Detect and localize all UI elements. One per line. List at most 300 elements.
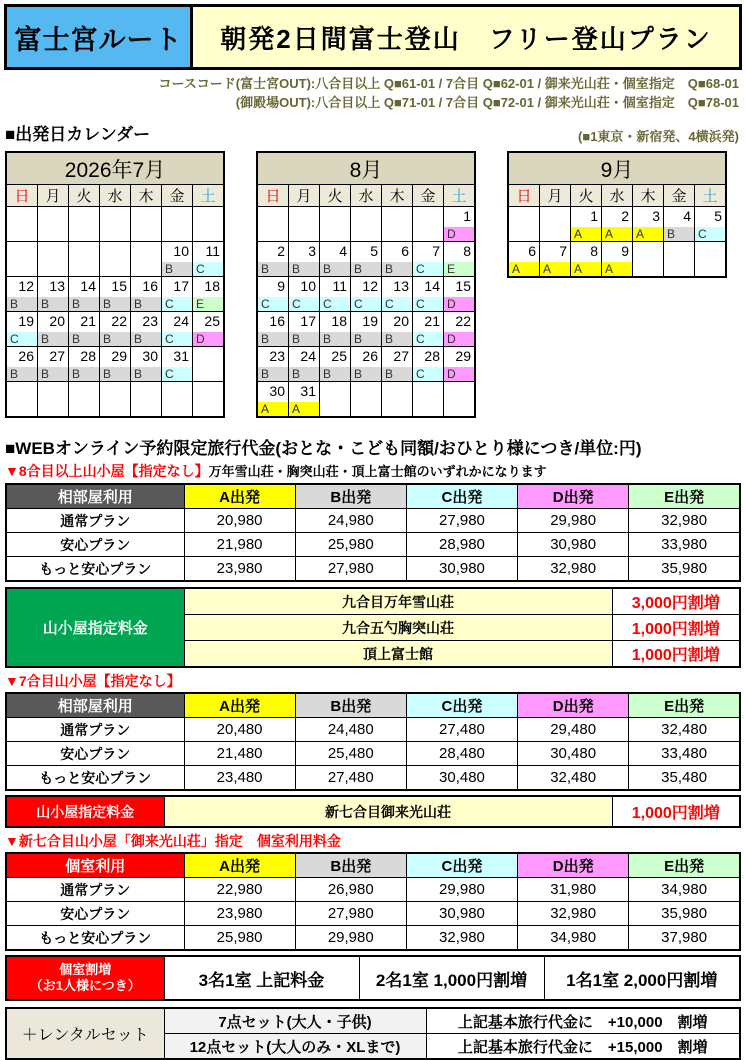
day-number [695,242,725,262]
calendar-day-cell [382,347,413,382]
rental-set-name: 7点セット(大人・子供) [164,1008,426,1034]
departure-code: B [100,332,130,346]
departure-code [69,402,99,416]
departure-column-header: E出発 [629,693,740,718]
departure-code [382,402,412,416]
day-number: 27 [49,348,65,364]
day-number: 31 [300,383,316,399]
price-value: 24,980 [295,509,406,533]
day-number [100,207,130,227]
departure-code: B [7,297,37,311]
departure-code: A [602,227,632,241]
departure-code [258,227,288,241]
departure-code [320,227,350,241]
calendar-day-cell [289,312,320,347]
day-number [131,242,161,262]
calendar-day-cell [38,382,69,418]
plan-label: もっと安心プラン [6,766,184,791]
weekday-label: 火 [571,185,602,207]
price-table-hut7 [5,692,741,791]
price-value: 27,480 [406,718,517,742]
calendar-day-cell [69,277,100,312]
plan-label: 通常プラン [6,718,184,742]
day-number: 23 [142,313,158,329]
hut-surcharge-table-8 [5,587,741,668]
room-surcharge-label-line1: 個室割増 [59,962,112,977]
calendar-day-cell [162,382,193,418]
day-number: 6 [401,243,409,259]
weekday-label: 日 [6,185,38,207]
price-value: 32,980 [518,902,629,926]
departure-code: A [571,227,601,241]
weekday-label: 木 [131,185,162,207]
day-number [351,207,381,227]
departure-code: D [193,332,223,346]
departure-code [7,227,37,241]
day-number: 3 [308,243,316,259]
departure-code: B [320,367,350,381]
price-section-heading: ■WEBオンライン予約限定旅行代金(おとな・こども同額/おひとり様につき/単位:円) [5,439,642,458]
subheading-private-room-red: ▼新七合目山小屋「御来光山荘」指定 個室利用料金 [5,833,341,849]
day-number [131,207,161,227]
day-number: 8 [590,243,598,259]
departure-code: B [258,367,288,381]
day-number: 28 [424,348,440,364]
departure-code: A [540,262,570,276]
calendar-day-cell [664,242,695,278]
departure-code [633,262,663,276]
day-number [7,382,37,402]
day-number: 21 [80,313,96,329]
calendar-day-cell [6,207,38,242]
day-number [100,382,130,402]
calendar-day-cell [6,277,38,312]
calendar-day-cell [382,312,413,347]
day-number: 17 [300,313,316,329]
departure-code: B [258,332,288,346]
departure-column-header: E出発 [629,853,740,878]
calendar-day-cell [193,382,225,418]
departure-code: C [382,297,412,311]
calendar-day-cell [69,382,100,418]
day-number: 18 [204,278,220,294]
course-code-line-2: (御殿場OUT):八合目以上 Q■71-01 / 7合目 Q■72-01 / 御来光山荘・個室指定 Q■78-01 [235,95,739,110]
calendar-day-cell [38,207,69,242]
price-value: 23,980 [184,902,295,926]
calendar-day-cell [351,207,382,242]
departure-code: A [633,227,663,241]
departure-code [351,402,381,416]
hut-name: 新七合目御来光山荘 [164,796,612,827]
weekday-label: 土 [193,185,225,207]
departure-code [7,262,37,276]
departure-code: B [38,332,68,346]
price-value: 31,980 [518,878,629,902]
calendar-day-cell [131,347,162,382]
calendar-day-cell [382,277,413,312]
day-number: 4 [339,243,347,259]
calendar-day-cell [6,312,38,347]
calendar-day-cell [100,312,131,347]
departure-column-header: A出発 [184,484,295,509]
day-number: 30 [269,383,285,399]
calendar-day-cell [162,347,193,382]
price-value: 28,480 [406,742,517,766]
calendar-day-cell [664,207,695,242]
price-value: 30,980 [406,902,517,926]
calendar-day-cell [131,242,162,277]
departure-code [7,402,37,416]
calendar-day-cell [257,207,289,242]
plan-label: 安心プラン [6,742,184,766]
calendar-month-3 [507,151,727,278]
calendar-day-cell [69,242,100,277]
departure-code: B [162,262,192,276]
calendar-day-cell [100,242,131,277]
surcharge-fee: 1,000円割増 [612,615,740,641]
day-number: 8 [463,243,471,259]
calendar-day-cell [508,207,540,242]
room-surcharge-option: 3名1室 上記料金 [164,956,359,1000]
departure-code: C [320,297,350,311]
departure-code: B [7,367,37,381]
departure-code: C [193,262,223,276]
departure-code: C [351,297,381,311]
day-number: 11 [205,243,220,259]
weekday-label: 金 [162,185,193,207]
calendar-day-cell [320,242,351,277]
price-value: 25,980 [184,926,295,951]
surcharge-fee: 1,000円割増 [612,641,740,668]
calendar-day-cell [289,242,320,277]
departure-code: B [38,297,68,311]
calendar-day-cell [382,242,413,277]
day-number [413,382,443,402]
calendar-day-cell [351,382,382,418]
departure-calendars [5,151,745,418]
day-number [162,207,192,227]
calendar-day-cell [444,382,476,418]
day-number: 7 [432,243,440,259]
day-number: 28 [80,348,96,364]
calendar-day-cell [289,382,320,418]
day-number: 29 [111,348,127,364]
subheading-hut8-red: ▼8合目以上山小屋【指定なし】 [5,463,209,479]
calendar-day-cell [413,242,444,277]
calendar-day-cell [602,207,633,242]
day-number: 12 [18,278,34,294]
day-number: 5 [714,208,722,224]
departure-code [69,227,99,241]
price-value: 33,980 [629,533,740,557]
day-number: 20 [393,313,409,329]
departure-code: D [444,227,474,241]
day-number: 23 [269,348,285,364]
day-number [382,207,412,227]
calendar-day-cell [257,277,289,312]
departure-code: B [351,332,381,346]
calendar-day-cell [413,312,444,347]
calendar-day-cell [320,207,351,242]
departure-code: E [444,262,474,276]
price-value: 32,980 [518,557,629,582]
day-number: 10 [173,243,189,259]
departure-code: A [602,262,632,276]
day-number [382,382,412,402]
day-number [664,242,694,262]
price-value: 32,980 [629,509,740,533]
departure-code [38,262,68,276]
calendar-day-cell [100,382,131,418]
plan-title: 朝発2日間富士登山 フリー登山プラン [193,7,739,67]
weekday-label: 月 [289,185,320,207]
price-value: 26,980 [295,878,406,902]
hut-name: 九合五勺胸突山荘 [184,615,612,641]
departure-code [540,227,570,241]
day-number: 26 [362,348,378,364]
calendar-day-cell [540,242,571,278]
calendar-day-cell [351,312,382,347]
departure-column-header: C出発 [406,693,517,718]
plan-label: 安心プラン [6,902,184,926]
departure-code: C [7,332,37,346]
day-number: 14 [424,278,440,294]
calendar-day-cell [351,347,382,382]
weekday-label: 月 [38,185,69,207]
calendar-day-cell [540,207,571,242]
day-number [351,382,381,402]
day-number [193,347,223,367]
departure-code: B [100,297,130,311]
departure-code: A [289,402,319,416]
calendar-day-cell [6,382,38,418]
calendar-day-cell [444,242,476,277]
day-number [193,382,223,402]
departure-code: B [664,227,694,241]
room-surcharge-option: 1名1室 2,000円割増 [544,956,740,1000]
departure-column-header: D出発 [518,693,629,718]
day-number: 21 [424,313,440,329]
plan-label: もっと安心プラン [6,557,184,582]
departure-code: C [162,297,192,311]
day-number: 18 [331,313,347,329]
calendar-day-cell [257,347,289,382]
price-table-private-room [5,852,741,951]
departure-code: D [444,367,474,381]
calendar-day-cell [162,312,193,347]
departure-code [193,367,223,381]
departure-code: B [382,332,412,346]
day-number: 27 [393,348,409,364]
price-value: 23,480 [184,766,295,791]
subheading-hut8 [5,463,745,480]
calendar-day-cell [131,207,162,242]
price-value: 29,980 [295,926,406,951]
calendar-day-cell [320,382,351,418]
calendar-day-cell [571,207,602,242]
day-number [7,207,37,227]
hut-surcharge-table-7 [5,795,741,828]
weekday-label: 金 [413,185,444,207]
day-number: 26 [18,348,34,364]
price-value: 29,980 [518,509,629,533]
price-value: 29,980 [406,878,517,902]
departure-column-header: A出発 [184,693,295,718]
day-number: 4 [683,208,691,224]
calendar-day-cell [382,382,413,418]
calendar-day-cell [633,242,664,278]
departure-code: B [351,367,381,381]
price-value: 29,480 [518,718,629,742]
day-number: 7 [559,243,567,259]
calendar-day-cell [289,207,320,242]
price-value: 35,980 [629,902,740,926]
departure-code: B [351,262,381,276]
calendar-day-cell [413,382,444,418]
subheading-private-room [5,833,745,850]
day-number [162,382,192,402]
row-header: 相部屋利用 [6,484,184,509]
departure-code: B [131,297,161,311]
calendar-day-cell [38,347,69,382]
departure-code [100,227,130,241]
departure-code: E [193,297,223,311]
departure-code: C [695,227,725,241]
hut-name: 九合目万年雪山荘 [184,588,612,615]
day-number: 15 [455,278,471,294]
departure-code: B [382,367,412,381]
calendar-day-cell [289,277,320,312]
day-number: 29 [455,348,471,364]
departure-code: C [162,367,192,381]
departure-code: B [320,332,350,346]
calendar-day-cell [38,312,69,347]
page [0,4,745,1056]
weekday-label: 水 [351,185,382,207]
departure-code: C [413,262,443,276]
calendar-day-cell [131,312,162,347]
calendar-day-cell [508,242,540,278]
departure-code: A [258,402,288,416]
route-badge: 富士宮ルート [7,7,193,67]
day-number: 2 [277,243,285,259]
calendar-day-cell [193,207,225,242]
day-number [413,207,443,227]
calendar-day-cell [6,242,38,277]
day-number [38,382,68,402]
departure-code [162,227,192,241]
day-number [444,382,474,402]
price-value: 25,480 [295,742,406,766]
calendar-day-cell [602,242,633,278]
departure-code: C [289,297,319,311]
departure-column-header: B出発 [295,853,406,878]
calendar-day-cell [413,207,444,242]
day-number [7,242,37,262]
calendar-day-cell [633,207,664,242]
calendar-day-cell [162,277,193,312]
plan-label: 通常プラン [6,878,184,902]
departure-code [413,227,443,241]
header [4,4,742,70]
hut-name: 頂上富士館 [184,641,612,668]
departure-code [38,402,68,416]
departure-code [193,227,223,241]
calendar-day-cell [320,277,351,312]
departure-code: C [162,332,192,346]
calendar-section-heading: ■出発日カレンダー [5,125,151,144]
calendar-day-cell [351,242,382,277]
day-number: 5 [370,243,378,259]
calendar-day-cell [100,277,131,312]
day-number: 22 [111,313,127,329]
departure-code: C [413,297,443,311]
calendar-day-cell [320,312,351,347]
price-value: 37,980 [629,926,740,951]
day-number: 3 [652,208,660,224]
day-number [69,207,99,227]
calendar-day-cell [413,347,444,382]
room-surcharge-label [6,956,164,1000]
room-surcharge-option: 2名1室 1,000円割増 [359,956,544,1000]
surcharge-fee: 3,000円割増 [612,588,740,615]
price-value: 32,480 [518,766,629,791]
price-value: 35,480 [629,766,740,791]
departure-code [664,262,694,276]
departure-code: B [131,332,161,346]
calendar-day-cell [444,312,476,347]
course-codes [0,74,739,112]
day-number: 24 [300,348,316,364]
subheading-hut7-red: ▼7合目山小屋【指定なし】 [5,673,181,689]
weekday-label: 月 [540,185,571,207]
hut-surcharge-label: 山小屋指定料金 [6,796,164,827]
weekday-label: 金 [664,185,695,207]
day-number [258,207,288,227]
departure-code [695,262,725,276]
day-number [38,207,68,227]
departure-column-header: A出発 [184,853,295,878]
weekday-label: 木 [382,185,413,207]
day-number [320,382,350,402]
price-table-hut8 [5,483,741,582]
departure-code [100,262,130,276]
departure-column-header: D出発 [518,484,629,509]
day-number: 15 [111,278,127,294]
departure-code: B [289,262,319,276]
rental-set-name: 12点セット(大人のみ・XLまで) [164,1034,426,1060]
departure-column-header: E出発 [629,484,740,509]
rental-set-table [5,1007,741,1060]
day-number: 12 [362,278,378,294]
departure-code [382,227,412,241]
hut-surcharge-label: 山小屋指定料金 [6,588,184,667]
departure-code [509,227,539,241]
rental-set-label: ＋レンタルセット [6,1008,164,1059]
departure-code: B [258,262,288,276]
calendar-heading-row [5,120,739,145]
price-value: 20,480 [184,718,295,742]
calendar-day-cell [38,277,69,312]
calendar-day-cell [131,382,162,418]
course-code-line-1: コースコード(富士宮OUT):八合目以上 Q■61-01 / 7合目 Q■62-01 / 御来光山荘・個室指定 Q■68-01 [158,76,739,91]
weekday-label: 土 [444,185,476,207]
calendar-day-cell [193,347,225,382]
day-number: 1 [590,208,598,224]
departure-code: D [444,332,474,346]
room-surcharge-table [5,955,741,1001]
day-number: 19 [362,313,378,329]
